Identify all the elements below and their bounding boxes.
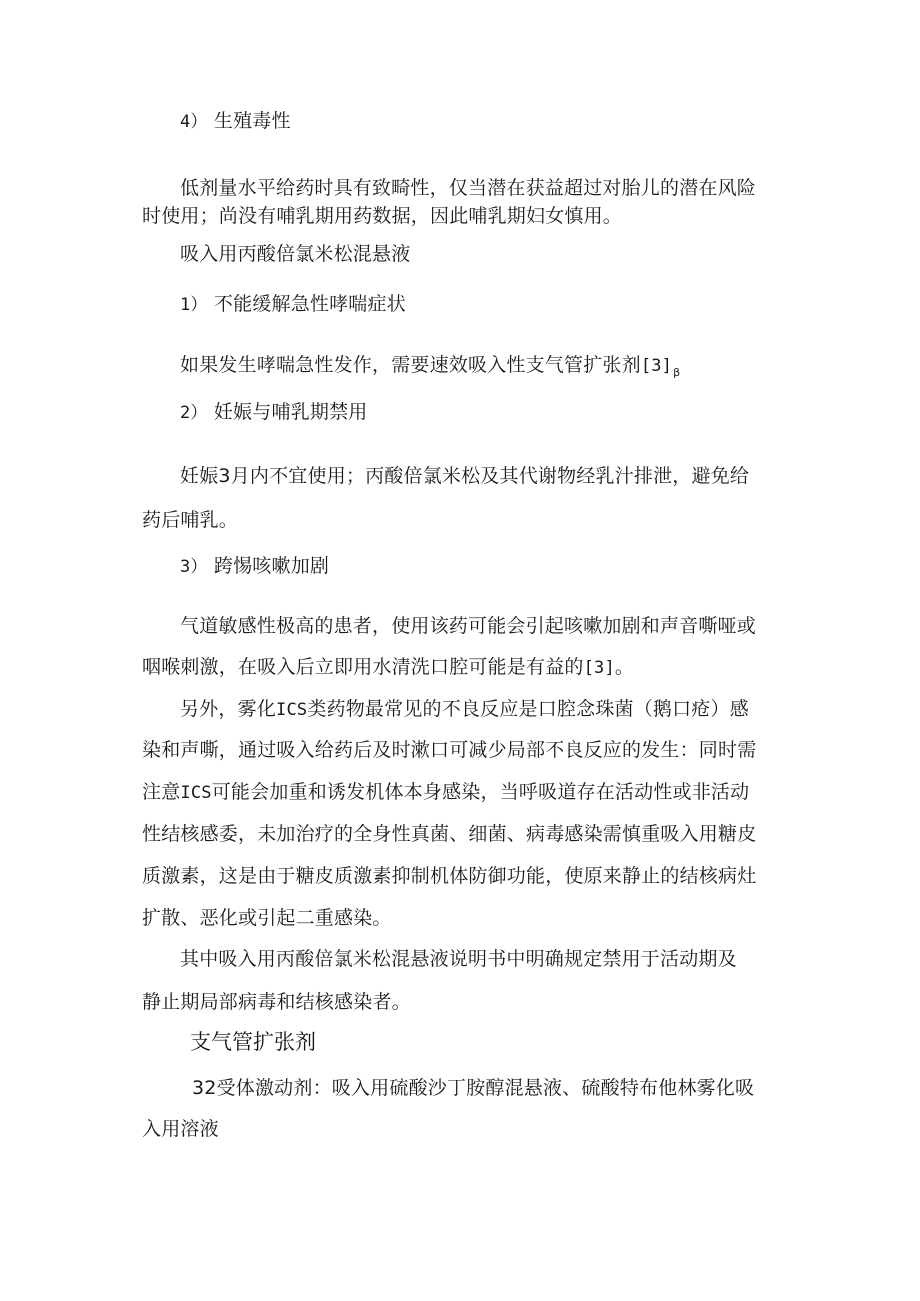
paragraph-line: 低剂量水平给药时具有致畸性，仅当潜在获益超过对胎儿的潜在风险 bbox=[180, 177, 757, 199]
paragraph-text: 注意 bbox=[142, 781, 181, 803]
paragraph-line bbox=[180, 353, 680, 385]
abbreviation: ICS bbox=[180, 783, 212, 803]
paragraph-line bbox=[142, 780, 749, 805]
heading-number: 1） bbox=[180, 295, 208, 315]
paragraph-text: 咽喉刺激，在吸入后立即用水清洗口腔可能是有益的 bbox=[142, 656, 584, 678]
paragraph-line: 药后哺乳。 bbox=[142, 509, 239, 531]
heading-number: 3） bbox=[180, 557, 208, 577]
paragraph-end: 。 bbox=[614, 656, 635, 678]
heading-text: 跨惕咳嗽加剧 bbox=[213, 555, 330, 577]
heading-item-3 bbox=[180, 554, 329, 579]
paragraph-line: 质激素，这是由于糖皮质激素抑制机体防御功能，使原来静止的结核病灶 bbox=[142, 865, 757, 887]
heading-item-2 bbox=[180, 400, 368, 425]
paragraph-line: 妊娠3月内不宜使用；丙酸倍氯米松及其代谢物经乳汁排泄，避免给 bbox=[180, 465, 750, 487]
paragraph-text: 可能会加重和诱发机体本身感染，当呼吸道存在活动性或非活动 bbox=[211, 781, 750, 803]
paragraph-line: 32受体激动剂：吸入用硫酸沙丁胺醇混悬液、硫酸特布他林雾化吸 bbox=[192, 1077, 755, 1099]
heading-reproductive-toxicity bbox=[180, 109, 291, 134]
paragraph-line: 入用溶液 bbox=[142, 1118, 219, 1140]
paragraph-line: 染和声嘶，通过吸入给药后及时漱口可减少局部不良反应的发生：同时需 bbox=[142, 739, 757, 761]
paragraph-line bbox=[142, 655, 634, 680]
heading-text: 生殖毒性 bbox=[213, 110, 291, 132]
citation: [3] bbox=[640, 356, 673, 376]
paragraph-line bbox=[180, 697, 749, 722]
paragraph-line: 其中吸入用丙酸倍氯米松混悬液说明书中明确规定禁用于活动期及 bbox=[180, 948, 737, 970]
paragraph-line: 气道敏感性极高的患者，使用该药可能会引起咳嗽加剧和声音嘶哑或 bbox=[180, 615, 757, 637]
paragraph-text: 类药物最常见的不良反应是口腔念珠菌（鹅口疮）感 bbox=[307, 698, 749, 720]
paragraph-line: 时使用；尚没有哺乳期用药数据，因此哺乳期妇女慎用。 bbox=[142, 205, 623, 227]
citation: [3] bbox=[583, 658, 615, 678]
citation-suffix: β bbox=[673, 366, 681, 379]
paragraph-text: 如果发生哮喘急性发作，需要速效吸入性支气管扩张剂 bbox=[180, 354, 641, 376]
heading-number: 2） bbox=[180, 403, 208, 423]
heading-text: 不能缓解急性哮喘症状 bbox=[213, 293, 406, 315]
drug-heading: 吸入用丙酸倍氯米松混悬液 bbox=[180, 243, 411, 265]
abbreviation: ICS bbox=[276, 700, 308, 720]
paragraph-line: 性结核感委，未加治疗的全身性真菌、细菌、病毒感染需慎重吸入用糖皮 bbox=[142, 823, 757, 845]
heading-number: 4） bbox=[180, 112, 208, 132]
paragraph-text: 另外，雾化 bbox=[180, 698, 277, 720]
heading-text: 妊娠与哺乳期禁用 bbox=[213, 401, 368, 423]
paragraph-line: 静止期局部病毒和结核感染者。 bbox=[142, 991, 411, 1013]
section-title: 支气管扩张剂 bbox=[190, 1030, 316, 1054]
heading-item-1 bbox=[180, 292, 406, 317]
paragraph-line: 扩散、恶化或引起二重感染。 bbox=[142, 907, 392, 929]
